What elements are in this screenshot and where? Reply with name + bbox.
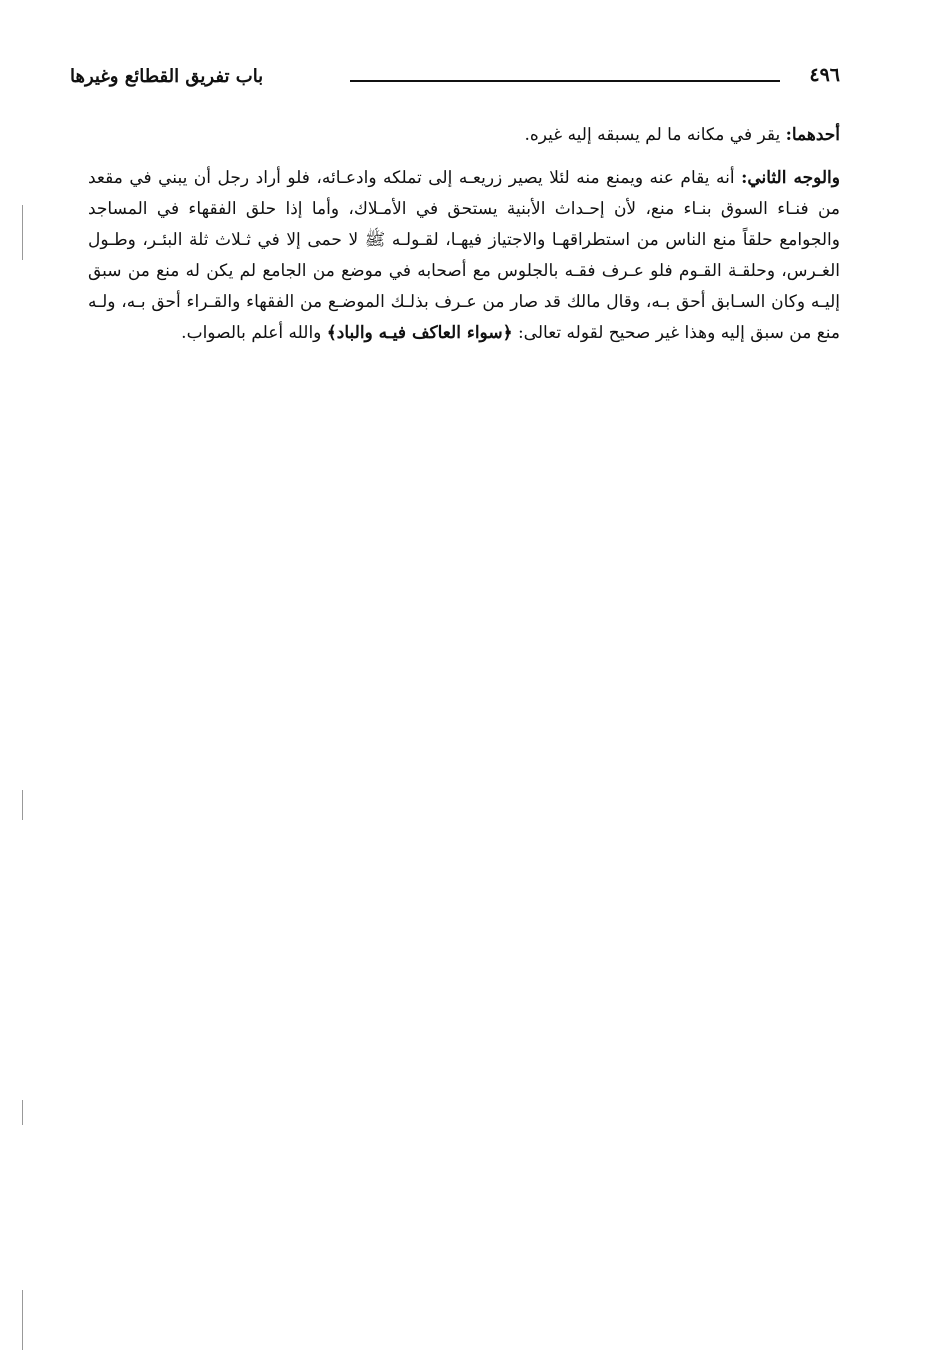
scan-margin-mark	[22, 1100, 23, 1125]
paragraph-text-end: والله أعلم بالصواب.	[181, 323, 327, 343]
paragraph-text: يقر في مكانه ما لم يسبقه إليه غيره.	[524, 125, 786, 145]
paragraph-first-opinion	[88, 120, 840, 151]
paragraph-second-opinion	[88, 163, 840, 349]
main-text	[88, 120, 840, 349]
scan-margin-mark	[22, 1290, 23, 1350]
running-title: باب تفريق القطائع وغيرها	[70, 66, 264, 87]
header-rule	[350, 80, 780, 82]
paragraph-text: أنه يقام عنه ويمنع منه لئلا يصير زريعـه إلى تملكه وادعـائه، فلو أراد رجل أن يبني في مقعد من فنـاء السوق بنـاء منع، لأن إحـداث الأبنية يستحق في الأمـلاك، وأما إذا حلق الفقهاء في المساجد والجوامع حلقاً منع الناس من استطراقهـا والاجتياز فيهـا، لقـولـه ﷺ لا حمى إلا في ثـلاث ثلة البئـر، وطـول الغـرس، وحلقـة القـوم فلو عـرف فقـه بالجلوس مع أصحابه في موضع من الجامع لم يكن له منع من سبق إليـه وكان السـابق أحق بـه، وقال مالك قد صار من عـرف بذلـك الموضـع من الفقهاء والقـراء أحق بـه، ولـه منع من سبق إليه وهذا غير صحيح لقوله تعالى:	[88, 168, 840, 343]
page-number: ٤٩٦	[809, 64, 840, 86]
quran-quote: ﴿سواء العاكف فيـه والباد﴾	[326, 323, 513, 343]
page-header	[70, 62, 840, 102]
paragraph-lead: والوجه الثاني:	[741, 168, 840, 188]
scan-margin-mark	[22, 205, 23, 260]
scan-margin-mark	[22, 790, 23, 820]
paragraph-lead: أحدهما:	[785, 125, 840, 145]
